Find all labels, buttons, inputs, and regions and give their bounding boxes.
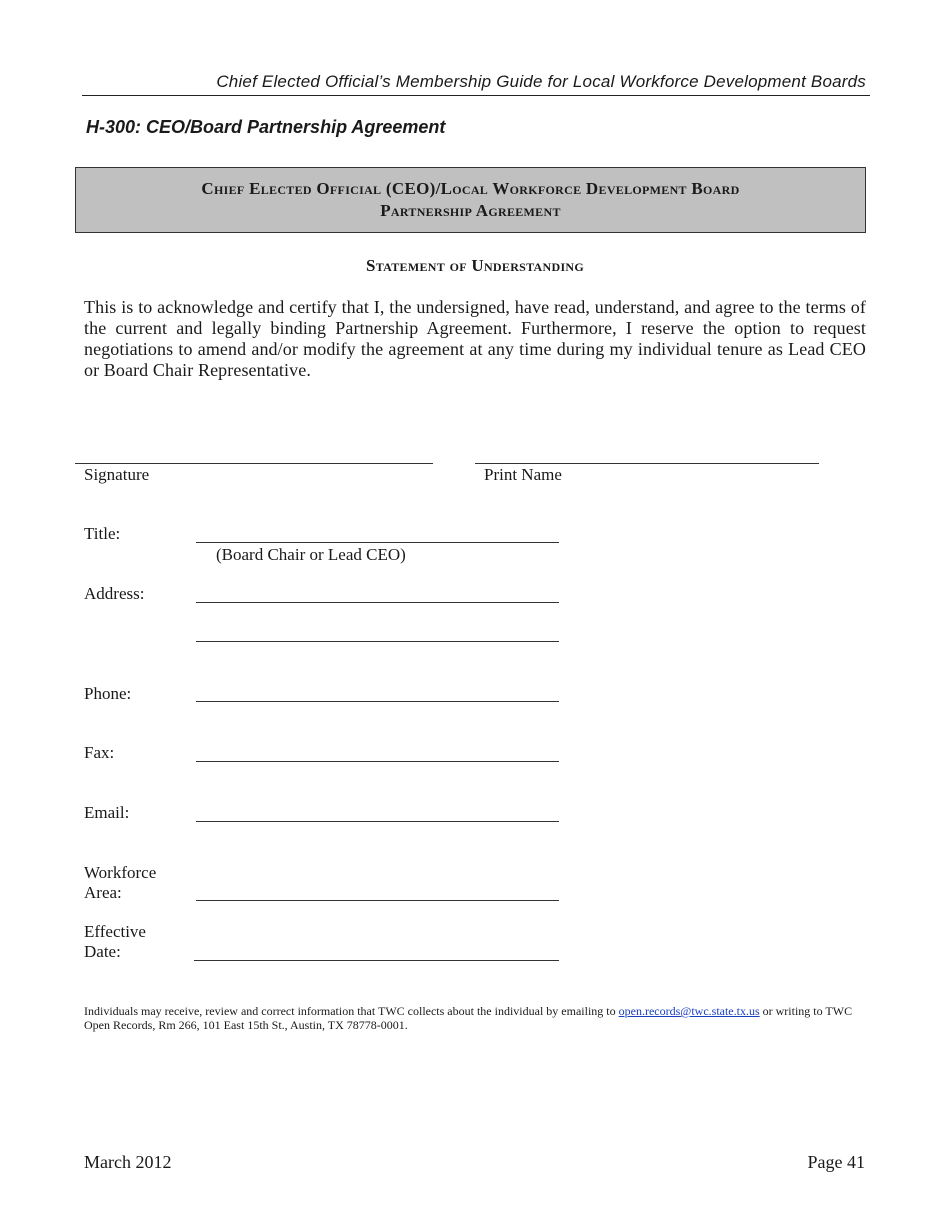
- phone-label: Phone:: [84, 684, 132, 703]
- print-name-label: Print Name: [484, 465, 562, 484]
- fax-field-line[interactable]: [196, 761, 559, 762]
- footnote-text-after: or writing to TWC Open Records, Rm 266, 101 East 15th St., Austin, TX 78778-0001.: [84, 1004, 853, 1032]
- email-label: Email:: [84, 803, 130, 822]
- address-field-line-2[interactable]: [196, 641, 559, 642]
- banner-title-line2: Partnership Agreement: [380, 201, 561, 220]
- section-title: H-300: CEO/Board Partnership Agreement: [86, 117, 446, 137]
- print-name-line[interactable]: [475, 463, 819, 464]
- address-label: Address:: [84, 584, 145, 603]
- footer-page-number: Page 41: [807, 1152, 865, 1172]
- workforce-label-line1: Workforce: [84, 863, 157, 882]
- signature-label: Signature: [84, 465, 150, 484]
- title-field-line[interactable]: [196, 542, 559, 543]
- workforce-area-field-line[interactable]: [196, 900, 559, 901]
- statement-paragraph: This is to acknowledge and certify that I, the undersigned, have read, understand, and agree to the terms of the current and legally binding Partnership Agreement. Furthermore, I reserve the option to request negotiations to amend and/or modify the agreement at any time during my individual tenure as Lead CEO or Board Chair Representative.: [84, 297, 866, 380]
- effective-date-field-line[interactable]: [194, 960, 559, 961]
- fax-label: Fax:: [84, 743, 115, 762]
- open-records-email-link[interactable]: open.records@twc.state.tx.us: [618, 1004, 760, 1018]
- footnote-text-before: Individuals may receive, review and correct information that TWC collects about the individual by emailing to: [84, 1004, 619, 1018]
- workforce-label-line2: Area:: [84, 883, 122, 902]
- address-field-line-1[interactable]: [196, 602, 559, 603]
- signature-line[interactable]: [75, 463, 433, 464]
- title-hint: (Board Chair or Lead CEO): [216, 545, 406, 564]
- privacy-footnote: [84, 1004, 864, 1032]
- title-label: Title:: [84, 524, 121, 543]
- statement-subtitle: Statement of Understanding: [365, 256, 585, 275]
- agreement-banner: [75, 167, 866, 233]
- footer-date: March 2012: [84, 1152, 172, 1172]
- running-header: Chief Elected Official’s Membership Guide for Local Workforce Development Boards: [216, 72, 866, 91]
- banner-title-line1: Chief Elected Official (CEO)/Local Workforce Development Board: [201, 179, 740, 198]
- effective-label-line2: Date:: [84, 942, 121, 961]
- header-rule: [82, 95, 870, 96]
- effective-label-line1: Effective: [84, 922, 146, 941]
- email-field-line[interactable]: [196, 821, 559, 822]
- phone-field-line[interactable]: [196, 701, 559, 702]
